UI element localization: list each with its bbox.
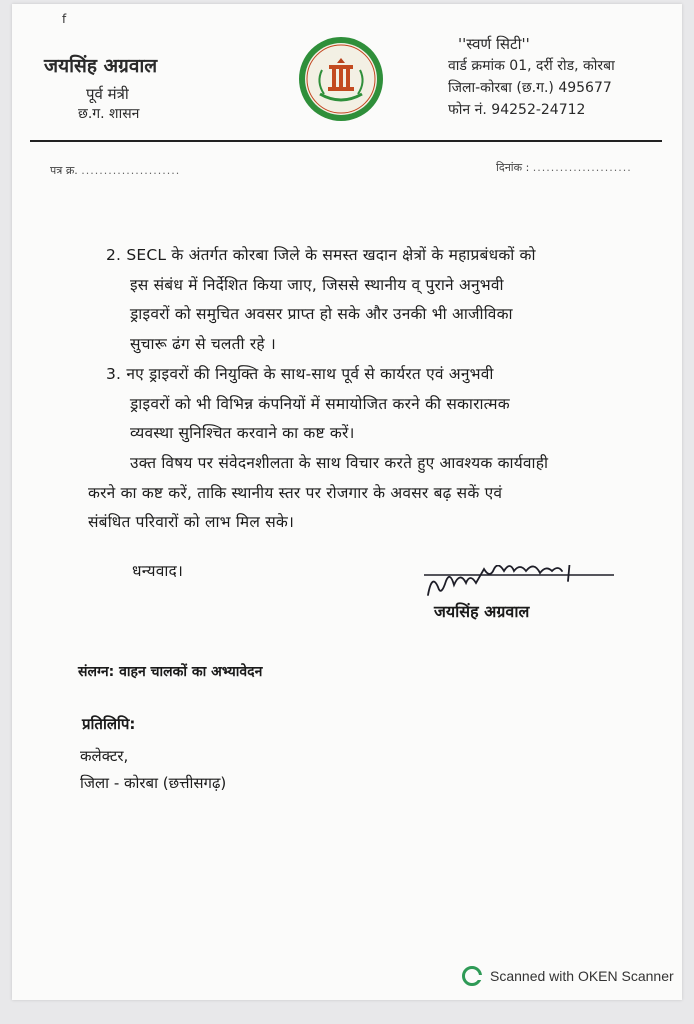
- reference-number: [50, 163, 180, 178]
- address-building: ''स्वर्ण सिटी'': [458, 35, 530, 53]
- scanner-watermark: [462, 966, 674, 986]
- government-seal-icon: [296, 34, 386, 124]
- date-field: [496, 160, 632, 175]
- address-ward: वार्ड क्रमांक 01, दर्री रोड, कोरबा: [448, 58, 615, 74]
- point3-line: व्यवस्था सुनिश्चित करवाने का कष्ट करें।: [130, 424, 355, 442]
- point3-line: ड्राइवरों को भी विभिन्न कंपनियों में समायोजित करने की सकारात्मक: [130, 395, 510, 413]
- reference-label: पत्र क्र.: [50, 164, 78, 177]
- enclosure-note: संलग्न: वाहन चालकों का अभ्यावेदन: [78, 664, 263, 680]
- corner-mark: f: [62, 12, 67, 26]
- letterhead-name: जयसिंह अग्रवाल: [44, 55, 158, 77]
- closing-line: संबंधित परिवारों को लाभ मिल सके।: [88, 513, 295, 531]
- copy-recipient: कलेक्टर,: [80, 747, 129, 765]
- point3-line: 3. नए ड्राइवरों की नियुक्ति के साथ-साथ पूर्व से कार्यरत एवं अनुभवी: [106, 365, 494, 383]
- letterhead-government: छ.ग. शासन: [78, 106, 140, 122]
- closing-line: करने का कष्ट करें, ताकि स्थानीय स्तर पर रोजगार के अवसर बढ़ सकें एवं: [88, 484, 503, 502]
- reference-dots: ......................: [81, 164, 181, 177]
- point2-line: ड्राइवरों को समुचित अवसर प्राप्त हो सके और उनकी भी आजीविका: [130, 305, 513, 323]
- copy-recipient: जिला - कोरबा (छत्तीसगढ़): [80, 774, 227, 792]
- address-district: जिला-कोरबा (छ.ग.) 495677: [448, 80, 612, 96]
- date-label: दिनांक :: [496, 161, 530, 174]
- header-divider: [30, 140, 662, 142]
- point2-line: 2. SECL के अंतर्गत कोरबा जिले के समस्त खदान क्षेत्रों के महाप्रबंधकों को: [106, 246, 536, 264]
- point2-line: सुचारू ढंग से चलती रहे ।: [130, 335, 276, 353]
- closing-line: उक्त विषय पर संवेदनशीलता के साथ विचार करते हुए आवश्यक कार्यवाही: [130, 454, 549, 472]
- point2-line: इस संबंध में निर्देशित किया जाए, जिससे स्थानीय व् पुराने अनुभवी: [130, 276, 504, 294]
- signer-name: जयसिंह अग्रवाल: [434, 602, 530, 621]
- copy-heading: प्रतिलिपि:: [82, 715, 136, 733]
- letterhead-designation: पूर्व मंत्री: [86, 85, 129, 103]
- scanner-logo-icon: [462, 966, 482, 986]
- scanner-label: Scanned with OKEN Scanner: [490, 968, 674, 984]
- address-phone: फोन नं. 94252-24712: [448, 102, 586, 118]
- date-dots: ......................: [532, 161, 632, 174]
- handwritten-signature: [420, 565, 620, 605]
- thanks-text: धन्यवाद।: [132, 562, 184, 580]
